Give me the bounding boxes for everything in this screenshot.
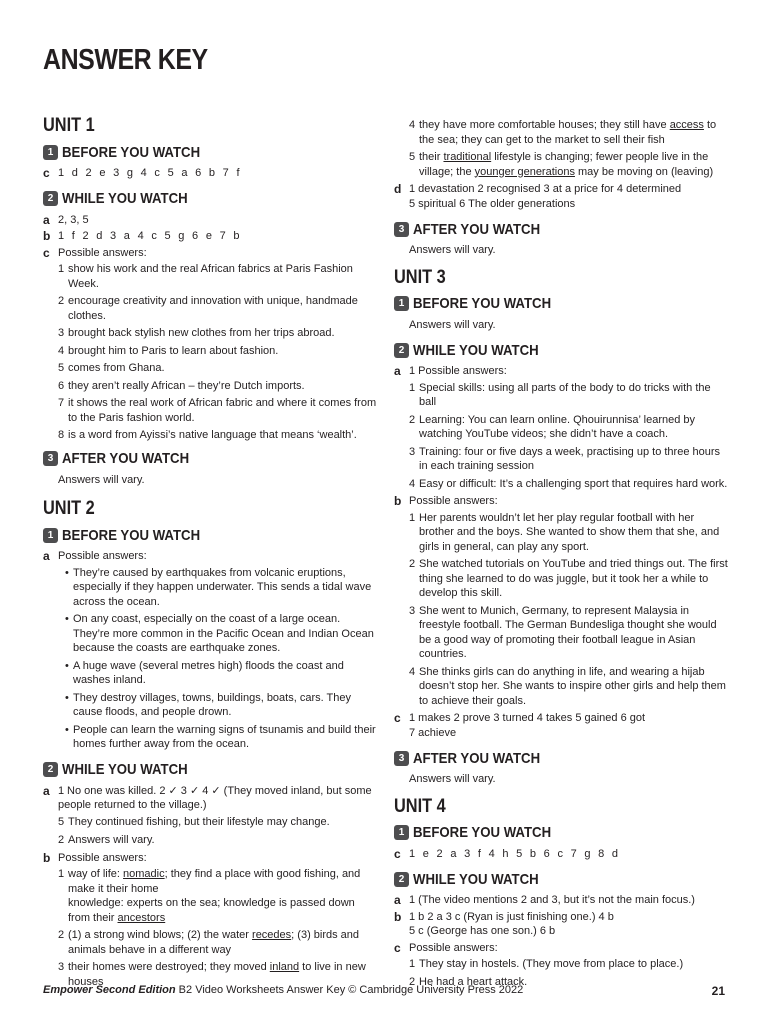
unit-3-before-heading xyxy=(394,294,729,314)
list-item-text: brought him to Paris to learn about fashion. xyxy=(68,344,279,357)
list-item: 5 They continued fishing, but their lifestyle may change. xyxy=(58,815,378,830)
list-item-text: encourage creativity and innovation with unique, handmade clothes. xyxy=(68,295,358,322)
section-number-badge: 3 xyxy=(394,222,409,237)
bullet-text: They’re caused by earthquakes from volcanic eruptions, especially if they happen underwater. This sends a tidal wave across the ocean. xyxy=(73,566,372,608)
answer-letter: b xyxy=(394,494,402,508)
section-number-badge: 2 xyxy=(394,872,409,887)
section-title: AFTER YOU WATCH xyxy=(413,749,541,767)
unit-2-before-heading xyxy=(43,525,378,545)
list-item-text: their traditional lifestyle is changing; fewer people live in the village; the younger generations may be moving on (leaving) xyxy=(419,151,714,178)
answer-row xyxy=(43,784,378,813)
answer-text: Possible answers: xyxy=(409,941,498,954)
left-column xyxy=(43,114,378,992)
answer-text: Answers will vary. xyxy=(58,473,145,486)
answer-letter: c xyxy=(43,166,50,180)
answer-text: Answers will vary. xyxy=(409,318,496,331)
section-title: WHILE YOU WATCH xyxy=(413,870,539,888)
list-item-text: Easy or difficult: It’s a challenging sport that requires hard work. xyxy=(419,477,728,490)
list-item: 1 way of life: nomadic; they find a place with good fishing, and make it their home knowledge: experts on the sea; knowledge is passed down from their ancestors xyxy=(58,867,378,925)
list-item: 3 brought back stylish new clothes from her trips abroad. xyxy=(58,326,378,341)
list-item-text: brought back stylish new clothes from her trips abroad. xyxy=(68,327,335,339)
answer-letter: c xyxy=(43,245,50,260)
list-item: 2 encourage creativity and innovation with unique, handmade clothes. xyxy=(58,294,378,323)
unit-2-after-heading xyxy=(394,219,729,239)
list-item: 4 brought him to Paris to learn about fashion. xyxy=(58,344,378,359)
bullet-item: • They destroy villages, towns, buildings, boats, cars. They cause floods, and people drown. xyxy=(65,691,378,720)
answer-letter: d xyxy=(394,182,402,196)
answer-text: 1 e 2 a 3 f 4 h 5 b 6 c 7 g 8 d xyxy=(409,847,621,860)
list-item-text: their homes were destroyed; they moved inland to live in new houses xyxy=(68,961,366,988)
list-item: 1 show his work and the real African fabrics at Paris Fashion Week. xyxy=(58,262,378,291)
list-item-text: show his work and the real African fabrics at Paris Fashion Week. xyxy=(68,263,353,290)
answer-text: 1 f 2 d 3 a 4 c 5 g 6 e 7 b xyxy=(58,230,242,242)
bullet-text: They destroy villages, towns, buildings, boats, cars. They cause floods, and people drown. xyxy=(73,691,351,718)
section-title: AFTER YOU WATCH xyxy=(62,450,190,467)
answer-letter: a xyxy=(394,364,401,378)
list-item: 4 She thinks girls can do anything in life, and wearing a hijab doesn’t stop her. She wants to inspire other girls and help them to achieve their goals. xyxy=(409,665,729,709)
list-item-text: they aren’t really African – they’re Dutch imports. xyxy=(68,379,305,392)
answer-text-part: No one was killed. 2 ✓ 3 ✓ 4 ✓ (They moved inland, but some people returned to the village.) xyxy=(58,784,372,811)
bullet-text: On any coast, especially on the coast of a large ocean. They’re more common in the Pacific Ocean and Indian Ocean because the coasts are earthquake zones. xyxy=(73,613,374,654)
unit-3-after-heading xyxy=(394,748,729,768)
answer-row xyxy=(43,166,378,181)
list-item-text: She thinks girls can do anything in life, and wearing a hijab doesn’t stop her. She wants to inspire other girls and help them to achieve their goals. xyxy=(419,665,726,707)
footer-credit xyxy=(43,984,523,998)
unit-4-before-heading xyxy=(394,823,729,843)
list-item-text: is a word from Ayissi’s native language that means ‘wealth’. xyxy=(68,429,357,441)
answer-text: 2, 3, 5 xyxy=(58,213,89,226)
unit-1-before-heading xyxy=(43,142,378,162)
section-number-badge: 1 xyxy=(394,825,409,840)
right-column xyxy=(394,118,729,992)
footer-book-title: Empower Second Edition xyxy=(43,984,176,996)
footer-copyright: B2 Video Worksheets Answer Key © Cambridge University Press 2022 xyxy=(175,984,524,996)
list-item: 2 He had a heart attack. xyxy=(409,975,729,990)
answer-row xyxy=(394,847,729,862)
section-title: BEFORE YOU WATCH xyxy=(62,526,201,544)
unit-3-while-heading xyxy=(394,340,729,360)
bullet-item: • On any coast, especially on the coast of a large ocean. They’re more common in the Pacific Ocean and Indian Ocean because the coasts are earthquake zones. xyxy=(65,612,378,656)
section-number-badge: 2 xyxy=(43,762,58,777)
list-item-text: They continued fishing, but their lifestyle may change. xyxy=(68,815,330,828)
answer-row xyxy=(394,910,729,939)
answer-row xyxy=(43,851,378,866)
list-item: 2 (1) a strong wind blows; (2) the water recedes; (3) birds and animals behave in a different way xyxy=(58,928,378,957)
answer-row xyxy=(394,494,729,509)
list-item: 7 it shows the real work of African fabric and where it comes from to the Paris fashion world. xyxy=(58,397,377,424)
list-item-text: She watched tutorials on YouTube and tried things out. The first thing she learned to do was juggle, but it took her a while to develop this skill. xyxy=(419,558,728,599)
answer-letter: a xyxy=(43,212,50,227)
section-title: BEFORE YOU WATCH xyxy=(413,824,552,841)
section-number-badge: 1 xyxy=(394,296,409,311)
unit-1-after-heading xyxy=(43,449,378,469)
answer-letter: a xyxy=(43,783,50,798)
answer-letter: c xyxy=(394,846,401,861)
list-item-text: they have more comfortable houses; they still have access to the sea; they can get to the market to sell their fish xyxy=(419,119,717,146)
answer-letter: b xyxy=(394,909,402,924)
section-number-badge: 2 xyxy=(43,191,58,206)
page-footer xyxy=(43,984,725,998)
answer-text: 1 d 2 e 3 g 4 c 5 a 6 b 7 f xyxy=(58,167,242,179)
answer-text: Possible answers: xyxy=(409,495,498,507)
bullet-text: People can learn the warning signs of tsunamis and build their homes further away from the ocean. xyxy=(73,723,376,750)
section-title: WHILE YOU WATCH xyxy=(62,190,188,207)
answer-text: Answers will vary. xyxy=(409,244,496,256)
list-item: 5 comes from Ghana. xyxy=(58,361,378,376)
section-number-badge: 3 xyxy=(43,451,58,466)
unit-3-title: UNIT 3 xyxy=(394,266,446,288)
list-item: 4 Easy or difficult: It’s a challenging sport that requires hard work. xyxy=(409,477,728,490)
list-item-text: Training: four or five days a week, practising up to three hours in each training session xyxy=(419,445,721,472)
answer-letter: c xyxy=(394,940,401,955)
bullet-item: • They’re caused by earthquakes from volcanic eruptions, especially if they happen underwater. This sends a tidal wave across the ocean. xyxy=(65,566,378,610)
answer-letter: a xyxy=(394,893,401,907)
answer-row xyxy=(394,893,729,908)
answer-text: Answers will vary. xyxy=(409,773,496,785)
unit-2-title: UNIT 2 xyxy=(43,498,95,519)
answer-text: 1 No one was killed. 2 ✓ 3 ✓ 4 ✓ (They moved inland, but some people returned to the village.) xyxy=(58,784,372,811)
unit-4-title: UNIT 4 xyxy=(394,795,446,817)
list-item-text: Special skills: using all parts of the body to do tricks with the ball xyxy=(419,381,711,408)
answer-row xyxy=(43,246,378,261)
unit-2-while-heading xyxy=(43,760,378,780)
bullet-item: • A huge wave (several metres high) floods the coast and washes inland. xyxy=(65,659,378,688)
section-number-badge: 2 xyxy=(394,343,409,358)
answer-letter: b xyxy=(43,229,51,243)
list-item: 1 Special skills: using all parts of the body to do tricks with the ball xyxy=(409,381,729,410)
answer-text: 1 devastation 2 recognised 3 at a price for 4 determined 5 spiritual 6 The older generations xyxy=(409,183,682,210)
answer-text: Possible answers: xyxy=(58,851,147,864)
answer-letter: a xyxy=(43,549,50,563)
list-item-text: it shows the real work of African fabric and where it comes from to the Paris fashion world. xyxy=(68,397,377,424)
list-item-text: Learning: You can learn online. Qhouirunnisa’ learned by watching YouTube videos; she didn’t have a coach. xyxy=(419,413,696,440)
section-number-badge: 1 xyxy=(43,145,58,160)
list-item-text: way of life: nomadic; they find a place with good fishing, and make it their home knowledge: experts on the sea; knowledge is passed down from their ancestors xyxy=(68,868,361,924)
list-item: 4 they have more comfortable houses; they still have access to the sea; they can get to the market to sell their fish xyxy=(409,118,729,147)
list-item: 6 they aren’t really African – they’re Dutch imports. xyxy=(58,379,378,394)
answer-row xyxy=(394,711,729,740)
list-item-text: Her parents wouldn’t let her play regular football with her brother and the boys. She wanted to show them that she, and girls in general, can play any sport. xyxy=(419,511,720,553)
list-item: 3 Training: four or five days a week, practising up to three hours in each training session xyxy=(409,445,729,474)
list-item-text: He had a heart attack. xyxy=(419,975,528,988)
section-number-badge: 1 xyxy=(43,528,58,543)
list-item: 2 She watched tutorials on YouTube and tried things out. The first thing she learned to do was juggle, but it took her a while to develop this skill. xyxy=(409,558,728,599)
list-item: 8 is a word from Ayissi’s native language that means ‘wealth’. xyxy=(58,428,378,443)
list-item-text: She went to Munich, Germany, to represent Malaysia in freestyle football. The German Bundesliga thought she would be a good way of promoting their football league in Asian countries. xyxy=(419,604,717,660)
section-title: BEFORE YOU WATCH xyxy=(62,143,201,161)
list-item: 1 They stay in hostels. (They move from place to place.) xyxy=(409,957,729,972)
list-item: 3 She went to Munich, Germany, to represent Malaysia in freestyle football. The German Bundesliga thought she would be a good way of promoting their football league in Asian countries. xyxy=(409,604,729,662)
answer-row xyxy=(394,364,729,379)
list-item-text: comes from Ghana. xyxy=(68,362,165,374)
bullet-text: A huge wave (several metres high) floods the coast and washes inland. xyxy=(73,659,344,686)
answer-text: 1 makes 2 prove 3 turned 4 takes 5 gained 6 got 7 achieve xyxy=(409,712,646,739)
list-item: 5 their traditional lifestyle is changing; fewer people live in the village; the younger generations may be moving on (leaving) xyxy=(409,150,729,179)
answer-letter: c xyxy=(394,711,401,725)
answer-row xyxy=(43,549,378,564)
answer-letter: b xyxy=(43,850,51,865)
answer-text: 1 (The video mentions 2 and 3, but it’s not the main focus.) xyxy=(409,894,695,906)
section-title: AFTER YOU WATCH xyxy=(413,220,541,238)
answer-text: Possible answers: xyxy=(58,246,147,259)
page-title: ANSWER KEY xyxy=(43,44,208,76)
page-number: 21 xyxy=(711,984,725,998)
answer-row xyxy=(43,229,378,244)
answer-text: 1 b 2 a 3 c (Ryan is just finishing one.) 4 b 5 c (George has one son.) 6 b xyxy=(409,910,614,937)
list-item-text: They stay in hostels. (They move from place to place.) xyxy=(419,958,684,970)
section-title: BEFORE YOU WATCH xyxy=(413,295,552,312)
section-number-badge: 3 xyxy=(394,751,409,766)
bullet-item: • People can learn the warning signs of tsunamis and build their homes further away from the ocean. xyxy=(65,723,378,752)
answer-row xyxy=(43,213,378,228)
list-item: 1 Her parents wouldn’t let her play regular football with her brother and the boys. She wanted to show them that she, and girls in general, can play any sport. xyxy=(409,511,729,555)
answer-text: 1 Possible answers: xyxy=(409,365,507,377)
answer-row xyxy=(394,182,729,211)
list-item-text: (1) a strong wind blows; (2) the water recedes; (3) birds and animals behave in a different way xyxy=(68,929,360,956)
list-item: 2 Learning: You can learn online. Qhouirunnisa’ learned by watching YouTube videos; she didn’t have a coach. xyxy=(409,413,729,442)
unit-1-title: UNIT 1 xyxy=(43,115,95,136)
answer-row xyxy=(394,941,729,956)
section-title: WHILE YOU WATCH xyxy=(413,341,539,359)
list-item-text: Answers will vary. xyxy=(68,834,155,846)
list-item: 3 their homes were destroyed; they moved inland to live in new houses xyxy=(58,960,378,989)
unit-4-while-heading xyxy=(394,869,729,889)
answer-text: Possible answers: xyxy=(58,550,147,562)
section-title: WHILE YOU WATCH xyxy=(62,761,188,778)
unit-1-while-heading xyxy=(43,189,378,209)
list-item: 2 Answers will vary. xyxy=(58,833,378,848)
